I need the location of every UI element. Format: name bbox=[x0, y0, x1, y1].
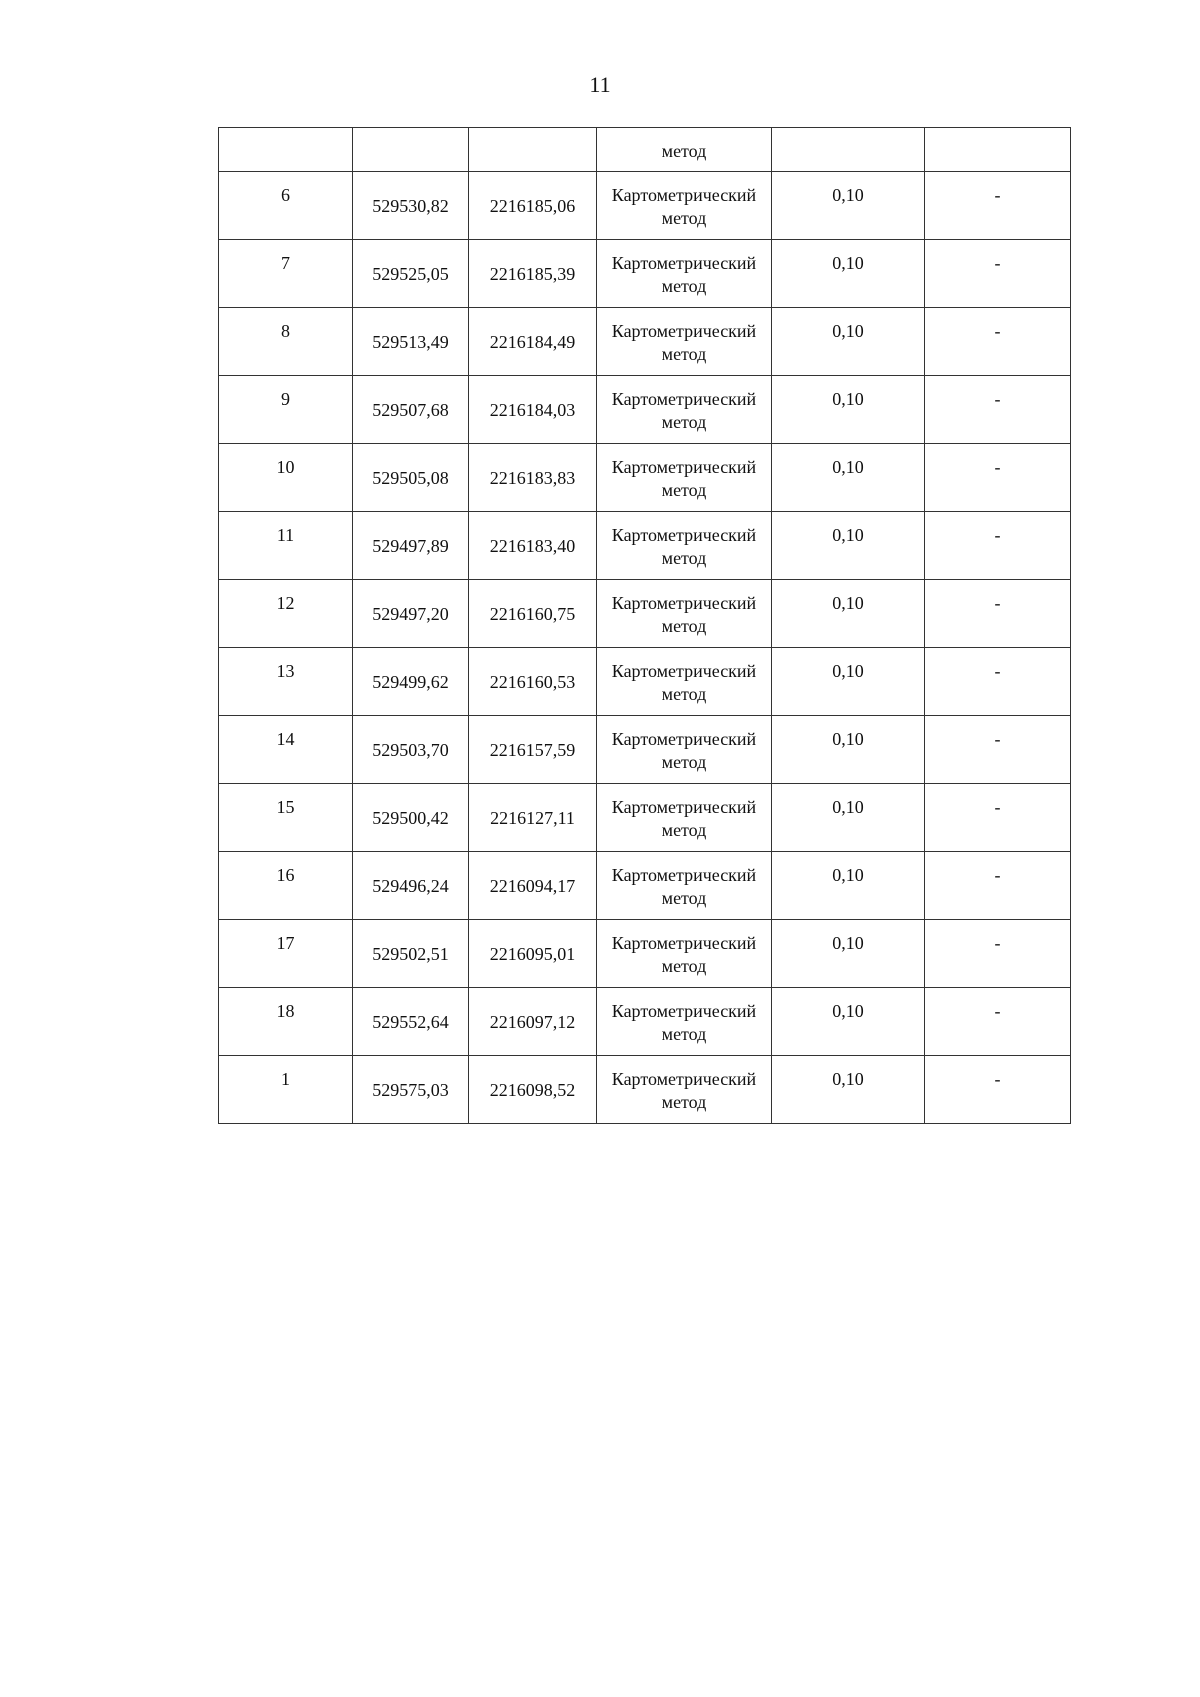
method-text bbox=[597, 444, 771, 502]
method-text bbox=[597, 784, 771, 842]
accuracy-cell bbox=[772, 512, 925, 580]
table-row bbox=[219, 920, 1071, 988]
accuracy-cell bbox=[772, 376, 925, 444]
x-coordinate: 529575,03 bbox=[372, 1080, 449, 1100]
point-cell bbox=[219, 784, 353, 852]
point-number: 10 bbox=[276, 457, 295, 477]
method-cell bbox=[597, 1056, 772, 1124]
method-line2: метод bbox=[661, 820, 707, 840]
accuracy-cell bbox=[772, 988, 925, 1056]
x-coordinate-cell bbox=[353, 1056, 469, 1124]
table-row bbox=[219, 852, 1071, 920]
method-line1: Картометрический bbox=[611, 321, 757, 341]
point-cell bbox=[219, 852, 353, 920]
method-cell bbox=[597, 128, 772, 172]
note-cell bbox=[925, 580, 1071, 648]
note-cell bbox=[925, 1056, 1071, 1124]
note-value: - bbox=[994, 865, 1001, 885]
x-coordinate-cell bbox=[353, 784, 469, 852]
method-line1: Картометрический bbox=[611, 593, 757, 613]
x-coordinate-cell bbox=[353, 580, 469, 648]
x-coordinate-cell bbox=[353, 308, 469, 376]
y-coordinate: 2216184,49 bbox=[489, 332, 576, 352]
note-value: - bbox=[994, 389, 1001, 409]
method-line1: Картометрический bbox=[611, 185, 757, 205]
method-text bbox=[597, 308, 771, 366]
note-value: - bbox=[994, 525, 1001, 545]
point-cell bbox=[219, 1056, 353, 1124]
method-cell bbox=[597, 580, 772, 648]
method-line2: метод bbox=[661, 208, 707, 228]
method-line2: метод bbox=[661, 616, 707, 636]
table-row bbox=[219, 716, 1071, 784]
point-cell bbox=[219, 920, 353, 988]
accuracy-cell bbox=[772, 920, 925, 988]
note-cell bbox=[925, 376, 1071, 444]
note-value: - bbox=[994, 1001, 1001, 1021]
method-cell bbox=[597, 240, 772, 308]
y-coordinate: 2216097,12 bbox=[489, 1012, 576, 1032]
method-cell bbox=[597, 920, 772, 988]
x-coordinate: 529499,62 bbox=[372, 672, 449, 692]
y-coordinate-cell bbox=[469, 784, 597, 852]
y-coordinate: 2216160,53 bbox=[489, 672, 576, 692]
x-coordinate-cell bbox=[353, 988, 469, 1056]
accuracy-value: 0,10 bbox=[832, 797, 864, 817]
note-value: - bbox=[994, 185, 1001, 205]
note-cell bbox=[925, 240, 1071, 308]
point-number: 8 bbox=[281, 321, 290, 341]
y-coordinate: 2216184,03 bbox=[489, 400, 576, 420]
accuracy-value: 0,10 bbox=[832, 185, 864, 205]
y-coordinate-cell bbox=[469, 580, 597, 648]
y-coordinate-cell bbox=[469, 648, 597, 716]
y-coordinate: 2216185,39 bbox=[489, 264, 576, 284]
y-coordinate-cell bbox=[469, 376, 597, 444]
point-number: 16 bbox=[276, 865, 295, 885]
method-text bbox=[597, 988, 771, 1046]
method-line2: метод bbox=[661, 276, 707, 296]
table-row bbox=[219, 240, 1071, 308]
point-number: 9 bbox=[281, 389, 290, 409]
method-line1: Картометрический bbox=[611, 525, 757, 545]
accuracy-value: 0,10 bbox=[832, 593, 864, 613]
point-number: 14 bbox=[276, 729, 295, 749]
method-text bbox=[597, 648, 771, 706]
method-cell bbox=[597, 376, 772, 444]
note-value: - bbox=[994, 1069, 1001, 1089]
method-text bbox=[597, 240, 771, 298]
x-coordinate: 529513,49 bbox=[372, 332, 449, 352]
point-cell bbox=[219, 580, 353, 648]
table-row bbox=[219, 444, 1071, 512]
method-line1: Картометрический bbox=[611, 1001, 757, 1021]
point-number: 17 bbox=[276, 933, 295, 953]
y-coordinate-cell bbox=[469, 716, 597, 784]
point-cell bbox=[219, 308, 353, 376]
accuracy-value: 0,10 bbox=[832, 253, 864, 273]
y-coordinate-cell bbox=[469, 852, 597, 920]
method-text bbox=[597, 376, 771, 434]
y-coordinate: 2216098,52 bbox=[489, 1080, 576, 1100]
y-coordinate: 2216157,59 bbox=[489, 740, 576, 760]
y-coordinate-cell bbox=[469, 172, 597, 240]
method-line2: метод bbox=[661, 752, 707, 772]
note-value: - bbox=[994, 321, 1001, 341]
accuracy-value: 0,10 bbox=[832, 729, 864, 749]
note-value: - bbox=[994, 797, 1001, 817]
x-coordinate-cell bbox=[353, 172, 469, 240]
table-row bbox=[219, 1056, 1071, 1124]
method-line1: Картометрический bbox=[611, 933, 757, 953]
y-coordinate: 2216094,17 bbox=[489, 876, 576, 896]
point-number: 15 bbox=[276, 797, 295, 817]
note-value: - bbox=[994, 933, 1001, 953]
x-coordinate: 529502,51 bbox=[372, 944, 449, 964]
accuracy-cell bbox=[772, 648, 925, 716]
note-cell bbox=[925, 852, 1071, 920]
accuracy-cell bbox=[772, 128, 925, 172]
method-cell bbox=[597, 852, 772, 920]
method-line1: Картометрический bbox=[611, 661, 757, 681]
accuracy-cell bbox=[772, 444, 925, 512]
accuracy-value: 0,10 bbox=[832, 865, 864, 885]
point-cell bbox=[219, 648, 353, 716]
point-number: 18 bbox=[276, 1001, 295, 1021]
accuracy-cell bbox=[772, 716, 925, 784]
accuracy-cell bbox=[772, 1056, 925, 1124]
method-text bbox=[597, 1056, 771, 1114]
point-number: 6 bbox=[281, 185, 290, 205]
method-line2: метод bbox=[661, 548, 707, 568]
x-coordinate: 529525,05 bbox=[372, 264, 449, 284]
method-cell bbox=[597, 648, 772, 716]
x-coordinate: 529503,70 bbox=[372, 740, 449, 760]
method-cell bbox=[597, 172, 772, 240]
point-cell bbox=[219, 444, 353, 512]
accuracy-value: 0,10 bbox=[832, 1001, 864, 1021]
method-line2: метод bbox=[661, 344, 707, 364]
table-row bbox=[219, 580, 1071, 648]
table-row bbox=[219, 172, 1071, 240]
method-cell bbox=[597, 444, 772, 512]
y-coordinate-cell bbox=[469, 308, 597, 376]
method-line2: метод bbox=[661, 1092, 707, 1112]
accuracy-value: 0,10 bbox=[832, 1069, 864, 1089]
y-coordinate-cell bbox=[469, 444, 597, 512]
table-body bbox=[219, 128, 1071, 1124]
point-cell bbox=[219, 988, 353, 1056]
note-cell bbox=[925, 308, 1071, 376]
note-value: - bbox=[994, 253, 1001, 273]
point-cell bbox=[219, 128, 353, 172]
method-line1: Картометрический bbox=[611, 389, 757, 409]
table-row bbox=[219, 308, 1071, 376]
accuracy-value: 0,10 bbox=[832, 321, 864, 341]
table-row bbox=[219, 512, 1071, 580]
point-cell bbox=[219, 376, 353, 444]
point-number: 13 bbox=[276, 661, 295, 681]
table-row bbox=[219, 988, 1071, 1056]
method-text bbox=[597, 852, 771, 910]
method-cell bbox=[597, 308, 772, 376]
x-coordinate-cell bbox=[353, 128, 469, 172]
note-value: - bbox=[994, 593, 1001, 613]
x-coordinate-cell bbox=[353, 852, 469, 920]
y-coordinate-cell bbox=[469, 988, 597, 1056]
method-line1: Картометрический bbox=[611, 797, 757, 817]
method-line2: метод bbox=[661, 480, 707, 500]
x-coordinate: 529507,68 bbox=[372, 400, 449, 420]
y-coordinate-cell bbox=[469, 1056, 597, 1124]
point-cell bbox=[219, 240, 353, 308]
note-cell bbox=[925, 128, 1071, 172]
accuracy-value: 0,10 bbox=[832, 457, 864, 477]
point-number: 12 bbox=[276, 593, 295, 613]
method-line1: Картометрический bbox=[611, 253, 757, 273]
point-cell bbox=[219, 172, 353, 240]
table-row bbox=[219, 784, 1071, 852]
method-text bbox=[597, 172, 771, 230]
method-line2: метод bbox=[661, 1024, 707, 1044]
x-coordinate: 529496,24 bbox=[372, 876, 449, 896]
method-text bbox=[597, 580, 771, 638]
x-coordinate-cell bbox=[353, 716, 469, 784]
y-coordinate: 2216183,40 bbox=[489, 536, 576, 556]
method-line2: метод bbox=[661, 956, 707, 976]
x-coordinate-cell bbox=[353, 444, 469, 512]
accuracy-cell bbox=[772, 240, 925, 308]
x-coordinate: 529552,64 bbox=[372, 1012, 449, 1032]
y-coordinate: 2216160,75 bbox=[489, 604, 576, 624]
method-line2: метод bbox=[661, 684, 707, 704]
x-coordinate-cell bbox=[353, 648, 469, 716]
table-row-continuation bbox=[219, 128, 1071, 172]
accuracy-cell bbox=[772, 580, 925, 648]
note-cell bbox=[925, 648, 1071, 716]
page-number: 11 bbox=[589, 72, 611, 97]
method-line2: метод bbox=[661, 888, 707, 908]
x-coordinate-cell bbox=[353, 240, 469, 308]
y-coordinate: 2216127,11 bbox=[490, 808, 575, 828]
x-coordinate: 529497,89 bbox=[372, 536, 449, 556]
x-coordinate-cell bbox=[353, 512, 469, 580]
y-coordinate-cell bbox=[469, 240, 597, 308]
note-cell bbox=[925, 512, 1071, 580]
method-line1: Картометрический bbox=[611, 729, 757, 749]
method-text bbox=[597, 716, 771, 774]
accuracy-cell bbox=[772, 784, 925, 852]
method-line1: Картометрический bbox=[611, 865, 757, 885]
note-cell bbox=[925, 716, 1071, 784]
note-cell bbox=[925, 172, 1071, 240]
note-value: - bbox=[994, 661, 1001, 681]
note-value: - bbox=[994, 457, 1001, 477]
accuracy-cell bbox=[772, 172, 925, 240]
x-coordinate-cell bbox=[353, 920, 469, 988]
accuracy-value: 0,10 bbox=[832, 525, 864, 545]
method-text bbox=[597, 512, 771, 570]
accuracy-value: 0,10 bbox=[832, 389, 864, 409]
method-line1: Картометрический bbox=[611, 457, 757, 477]
point-cell bbox=[219, 716, 353, 784]
method-cell bbox=[597, 716, 772, 784]
accuracy-value: 0,10 bbox=[832, 661, 864, 681]
accuracy-cell bbox=[772, 308, 925, 376]
note-cell bbox=[925, 988, 1071, 1056]
note-cell bbox=[925, 444, 1071, 512]
point-number: 11 bbox=[276, 525, 295, 545]
accuracy-value: 0,10 bbox=[832, 933, 864, 953]
y-coordinate-cell bbox=[469, 128, 597, 172]
table-row bbox=[219, 648, 1071, 716]
method-cell bbox=[597, 784, 772, 852]
y-coordinate: 2216183,83 bbox=[489, 468, 576, 488]
method-line2: метод bbox=[661, 412, 707, 432]
note-cell bbox=[925, 920, 1071, 988]
x-coordinate-cell bbox=[353, 376, 469, 444]
y-coordinate-cell bbox=[469, 920, 597, 988]
y-coordinate: 2216185,06 bbox=[489, 196, 576, 216]
y-coordinate-cell bbox=[469, 512, 597, 580]
x-coordinate: 529500,42 bbox=[372, 808, 449, 828]
method-text: метод bbox=[661, 141, 707, 161]
accuracy-cell bbox=[772, 852, 925, 920]
method-cell bbox=[597, 512, 772, 580]
note-cell bbox=[925, 784, 1071, 852]
x-coordinate: 529530,82 bbox=[372, 196, 449, 216]
point-number: 7 bbox=[281, 253, 290, 273]
method-line1: Картометрический bbox=[611, 1069, 757, 1089]
method-cell bbox=[597, 988, 772, 1056]
method-text bbox=[597, 920, 771, 978]
x-coordinate: 529497,20 bbox=[372, 604, 449, 624]
y-coordinate: 2216095,01 bbox=[489, 944, 576, 964]
coordinates-table bbox=[218, 127, 1071, 1124]
x-coordinate: 529505,08 bbox=[372, 468, 449, 488]
point-number: 1 bbox=[281, 1069, 290, 1089]
table-row bbox=[219, 376, 1071, 444]
point-cell bbox=[219, 512, 353, 580]
note-value: - bbox=[994, 729, 1001, 749]
